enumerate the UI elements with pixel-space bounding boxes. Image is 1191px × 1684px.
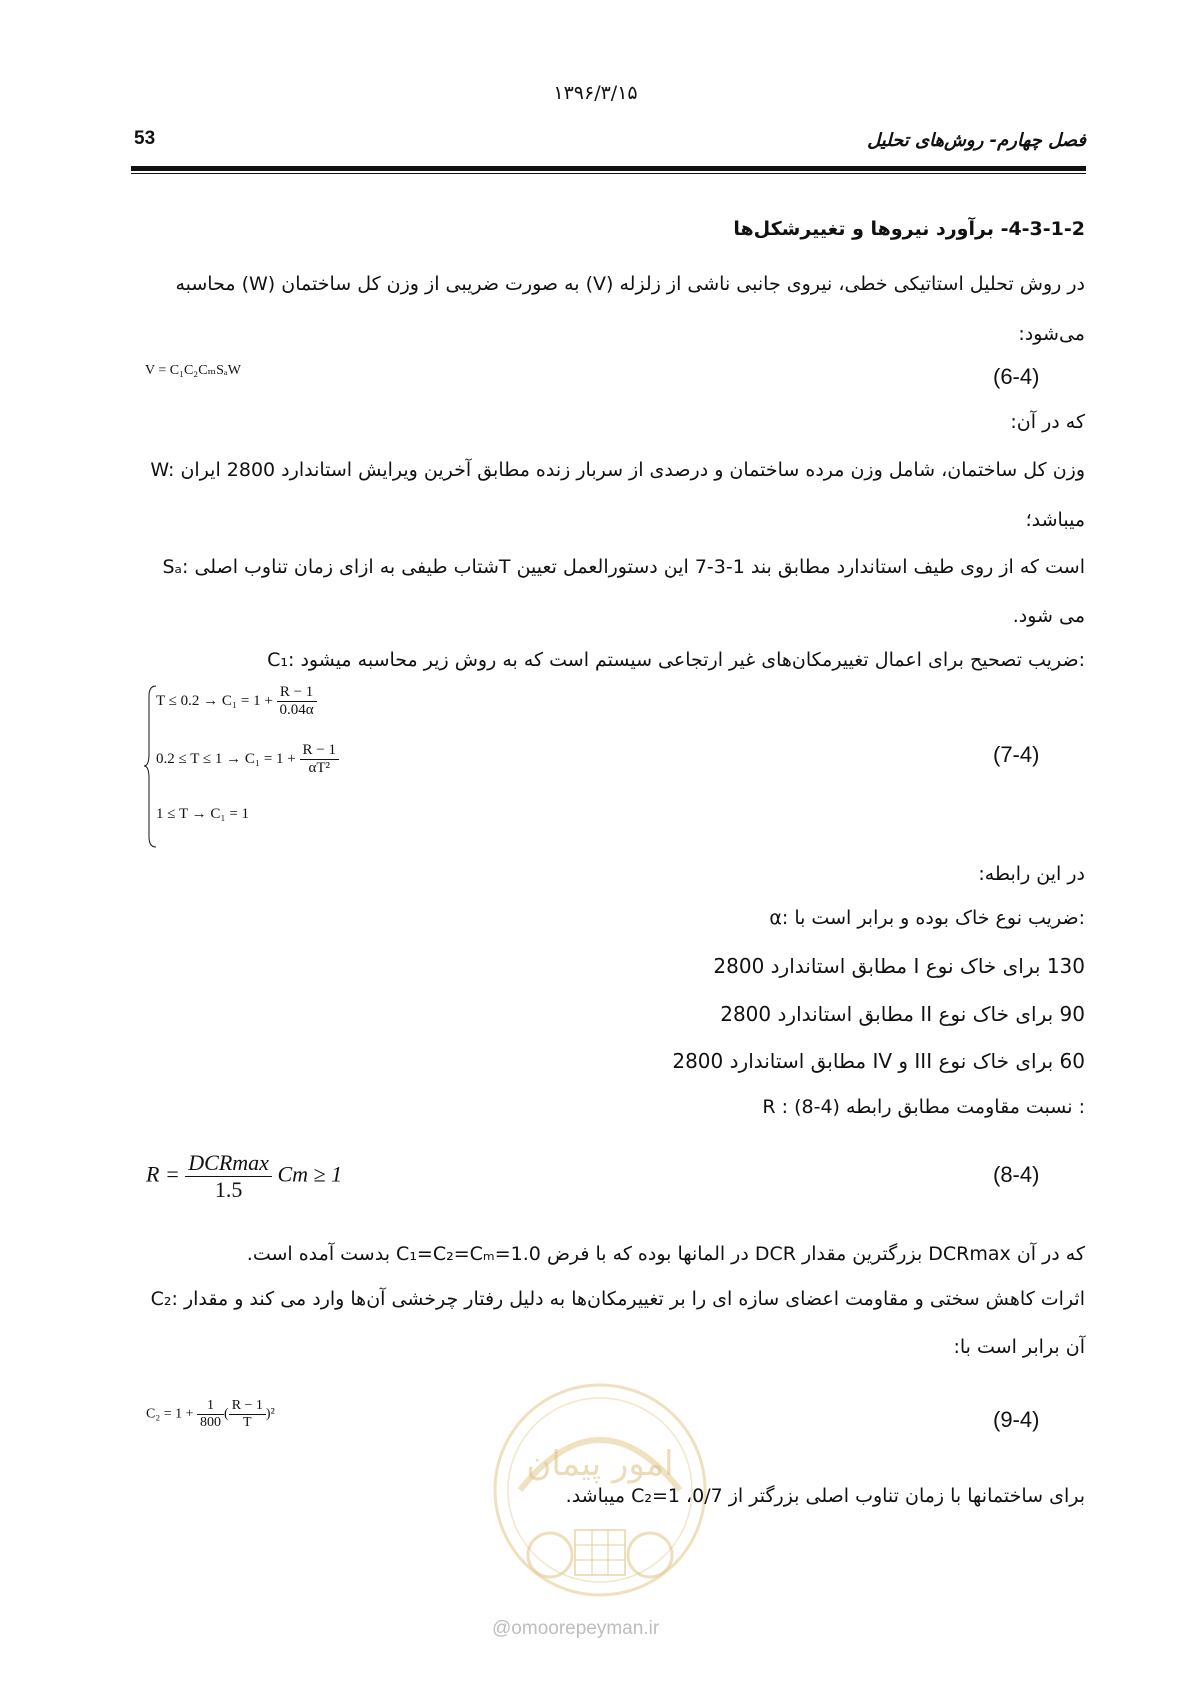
paren-open: ( [224, 1406, 229, 1422]
equation-9-4-denominator-1: 800 [200, 1415, 222, 1430]
alpha-item-1: 130 برای خاک نوع I مطابق استاندارد 2800 [713, 954, 1085, 978]
intro-line-2: می‌شود: [1018, 323, 1085, 345]
equation-9-4-denominator-2: T [243, 1415, 252, 1430]
definition-sa-line-1: Sₐ: شتاب طیفی به ازای زمان تناوب اصلیT است که از روی طیف استاندارد مطابق بند 1-3-7 این دستورالعمل تعیین [162, 556, 1085, 578]
equation-number-6-4: (6-4) [993, 364, 1040, 389]
definition-w-line-2: میباشد؛ [1025, 509, 1085, 531]
definition-c1: C₁: ضریب تصحیح برای اعمال تغییرمکان‌های غیر ارتجاعی سیستم است که به روش زیر محاسبه میشود: [267, 649, 1085, 671]
row-2-fraction [300, 742, 339, 777]
where-label-1: که در آن: [1010, 411, 1085, 433]
equation-9-4-fraction-1 [197, 1398, 224, 1431]
row-1-fraction [277, 684, 317, 719]
svg-text:امور پیمان: امور پیمان [526, 1444, 674, 1484]
row-1-numerator: R − 1 [277, 684, 317, 702]
equation-number-7-4: (7-4) [993, 742, 1040, 767]
equation-8-4-lhs: R = [146, 1161, 180, 1187]
equation-7-4 [144, 684, 464, 849]
definition-sa-line-2: می شود. [1012, 605, 1085, 627]
equation-9-4-numerator-2: R − 1 [229, 1398, 266, 1415]
row-2-denominator: αT² [308, 760, 330, 776]
definition-c2-line-1: C₂: اثرات کاهش سختی و مقاومت اعضای سازه ای را بر تغییرمکان‌ها به دلیل رفتار چرخشی آن‌ها وارد می کند و مقدار [150, 1288, 1085, 1310]
header-rule-thin [131, 173, 1086, 174]
row-2-left: 0.2 ≤ T ≤ 1 → C₁ = 1 + [156, 750, 296, 767]
equation-8-4-numerator: DCRmax [185, 1150, 272, 1177]
header-rule-thick [131, 166, 1086, 171]
definition-r: R : نسبت مقاومت مطابق رابطه (4-8) : [762, 1096, 1085, 1118]
paren-close-squared: )² [265, 1406, 275, 1422]
equation-6-4: V = C₁C₂CₘSₐW [145, 363, 241, 378]
equation-9-4-fraction-2 [229, 1398, 266, 1431]
chapter-title: فصل چهارم- روش‌های تحلیل [867, 130, 1086, 151]
equation-number-9-4: (9-4) [993, 1407, 1040, 1432]
equation-9-4-numerator-1: 1 [197, 1398, 224, 1415]
alpha-intro: α: ضریب نوع خاک بوده و برابر است با: [769, 907, 1085, 929]
at-icon: @ [492, 1618, 512, 1639]
equation-8-4-denominator: 1.5 [214, 1177, 243, 1202]
alpha-item-3: 60 برای خاک نوع III و IV مطابق استاندارد 2800 [672, 1049, 1085, 1073]
equation-7-4-row-1 [156, 684, 317, 719]
row-1-denominator: 0.04α [279, 702, 314, 718]
dcr-text: که در آن DCRmax بزرگترین مقدار DCR در المانها بوده که با فرض C₁=C₂=Cₘ=1.0 بدست آمده است. [246, 1243, 1085, 1265]
row-2-numerator: R − 1 [300, 742, 339, 760]
row-1-left: T ≤ 0.2 → C₁ = 1 + [156, 692, 273, 709]
final-line: برای ساختمانها با زمان تناوب اصلی بزرگتر از 0/7، C₂=1 میباشد. [565, 1485, 1085, 1507]
equation-7-4-row-2 [156, 742, 339, 777]
equation-8-4 [146, 1150, 342, 1203]
equation-9-4 [146, 1398, 275, 1431]
section-heading: 4-3-1-2- برآورد نیروها و تغییرشکل‌ها [733, 218, 1085, 240]
header-date: ۱۳۹۶/۳/۱۵ [553, 82, 638, 104]
equation-9-4-lhs: C₂ = 1 + [146, 1406, 194, 1422]
definition-c2-line-2: آن برابر است با: [953, 1336, 1085, 1358]
equation-8-4-rhs: Cm ≥ 1 [277, 1161, 343, 1187]
watermark-url: @omoorepeyman.ir [492, 1618, 660, 1639]
where-label-2: در این رابطه: [978, 863, 1085, 885]
equation-7-4-row-3: 1 ≤ T → C₁ = 1 [156, 806, 250, 822]
equation-number-8-4: (8-4) [993, 1162, 1040, 1187]
equation-8-4-fraction [185, 1150, 272, 1203]
page-number: 53 [134, 128, 156, 149]
intro-line-1: در روش تحلیل استاتیکی خطی، نیروی جانبی ناشی از زلزله (V) به صورت ضریبی از وزن کل ساختمان (W) محاسبه [175, 273, 1085, 295]
alpha-item-2: 90 برای خاک نوع II مطابق استاندارد 2800 [720, 1002, 1085, 1026]
definition-w-line-1: W: وزن کل ساختمان، شامل وزن مرده ساختمان و درصدی از سربار زنده مطابق آخرین ویرایش استاندارد 2800 ایران [150, 459, 1085, 481]
